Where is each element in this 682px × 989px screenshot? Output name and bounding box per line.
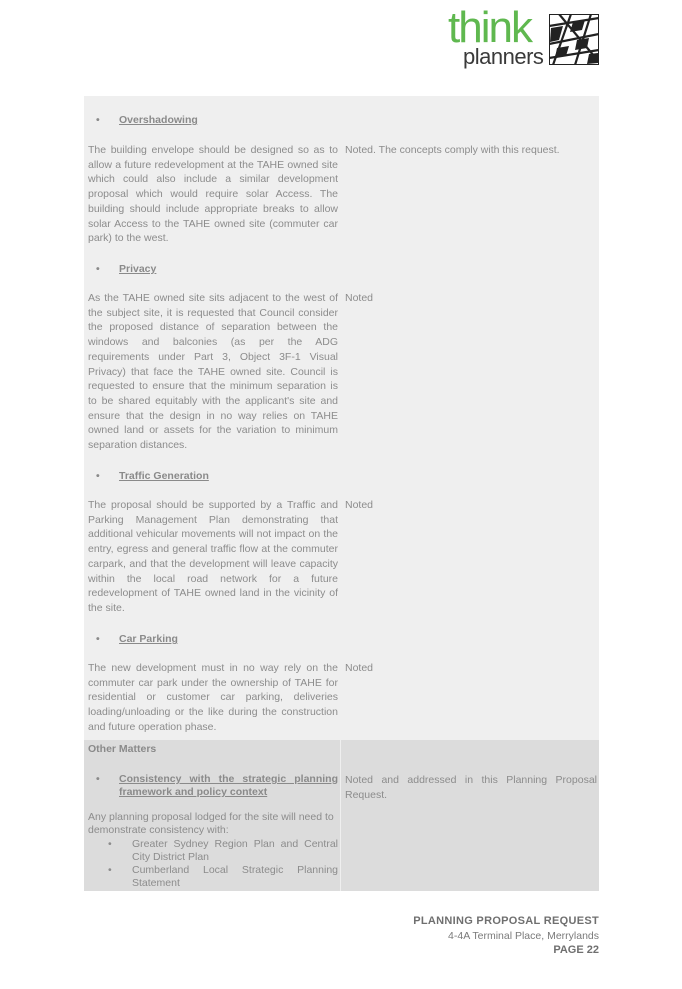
- think-planners-logo: [448, 3, 600, 69]
- list-item-text: Greater Sydney Region Plan and Central City District Plan: [132, 838, 338, 863]
- bullet-icon: •: [96, 263, 100, 275]
- traffic-response: Noted: [345, 499, 374, 511]
- other-body: Any planning proposal lodged for the site will need to demonstrate consistency with:: [88, 811, 334, 836]
- other-matters-heading: Other Matters: [88, 743, 157, 755]
- overshadowing-body: The building envelope should be designed so as to allow a future redevelopment at the TAHE owned site which could also include a similar development proposal which would require solar Access. The building should include appropriate breaks to allow solar Access to the TAHE owned site (commuter car park) to the west.: [88, 144, 338, 245]
- privacy-heading-text: Privacy: [119, 263, 157, 275]
- logo-word-think: think: [448, 3, 531, 52]
- other-response-cell: [345, 773, 597, 802]
- parking-heading-text: Car Parking: [119, 633, 178, 645]
- bullet-icon: •: [96, 470, 100, 482]
- other-response: Noted and addressed in this Planning Proposal Request.: [345, 774, 597, 801]
- privacy-body: As the TAHE owned site sits adjacent to the west of the subject site, it is requested that Council consider the proposed distance of separation between the windows and balconies (as per the ADG requirements under Part 3, Object 3F-1 Visual Privacy) that face the TAHE owned site. Council is requested to ensure that the minimum separation is to be shared equitably with the applicant's site and ensure that the design in no way relies on TAHE owned land or assets for the variation to minimum separation distances.: [88, 292, 338, 452]
- overshadowing-response: Noted. The concepts comply with this request.: [345, 144, 560, 156]
- list-item-text: Cumberland Local Strategic Planning Statement: [132, 864, 338, 889]
- logo-word-planners: planners: [463, 44, 544, 69]
- other-body-cell: [88, 811, 338, 837]
- overshadowing-heading-text: Overshadowing: [119, 114, 198, 126]
- privacy-response: Noted: [345, 292, 374, 304]
- overshadowing-response-cell: [345, 143, 597, 158]
- bullet-icon: •: [96, 773, 100, 785]
- parking-response-cell: [345, 661, 597, 676]
- street-map-icon: [549, 14, 599, 65]
- bullet-icon: •: [96, 633, 100, 645]
- parking-body-cell: [88, 661, 338, 735]
- footer-page-number: PAGE 22: [553, 944, 599, 956]
- overshadowing-body-cell: [88, 143, 338, 246]
- traffic-body-cell: [88, 498, 338, 616]
- footer-address: 4-4A Terminal Place, Merrylands: [448, 930, 599, 942]
- privacy-response-cell: [345, 291, 597, 306]
- traffic-response-cell: [345, 498, 597, 513]
- parking-response: Noted: [345, 662, 374, 674]
- bullet-icon: •: [108, 838, 112, 850]
- privacy-body-cell: [88, 291, 338, 453]
- consistency-heading-text: Consistency with the strategic planning framework and policy context: [119, 773, 338, 798]
- bullet-icon: •: [108, 864, 112, 876]
- footer-document-title: PLANNING PROPOSAL REQUEST: [413, 915, 599, 927]
- bullet-icon: •: [96, 114, 100, 126]
- traffic-body: The proposal should be supported by a Traffic and Parking Management Plan demonstrating that additional vehicular movements will not impact on the entry, egress and general traffic flow at the commuter carpark, and that the development will leave capacity within the local road network for a future redevelopment of TAHE owned land in the vicinity of the site.: [88, 499, 338, 614]
- traffic-heading-text: Traffic Generation: [119, 470, 209, 482]
- column-divider: [340, 740, 341, 891]
- parking-body: The new development must in no way rely on the commuter car park under the ownership of TAHE for residential or customer car parking, deliveries loading/unloading or the like during the construction and future operation phase.: [88, 662, 338, 733]
